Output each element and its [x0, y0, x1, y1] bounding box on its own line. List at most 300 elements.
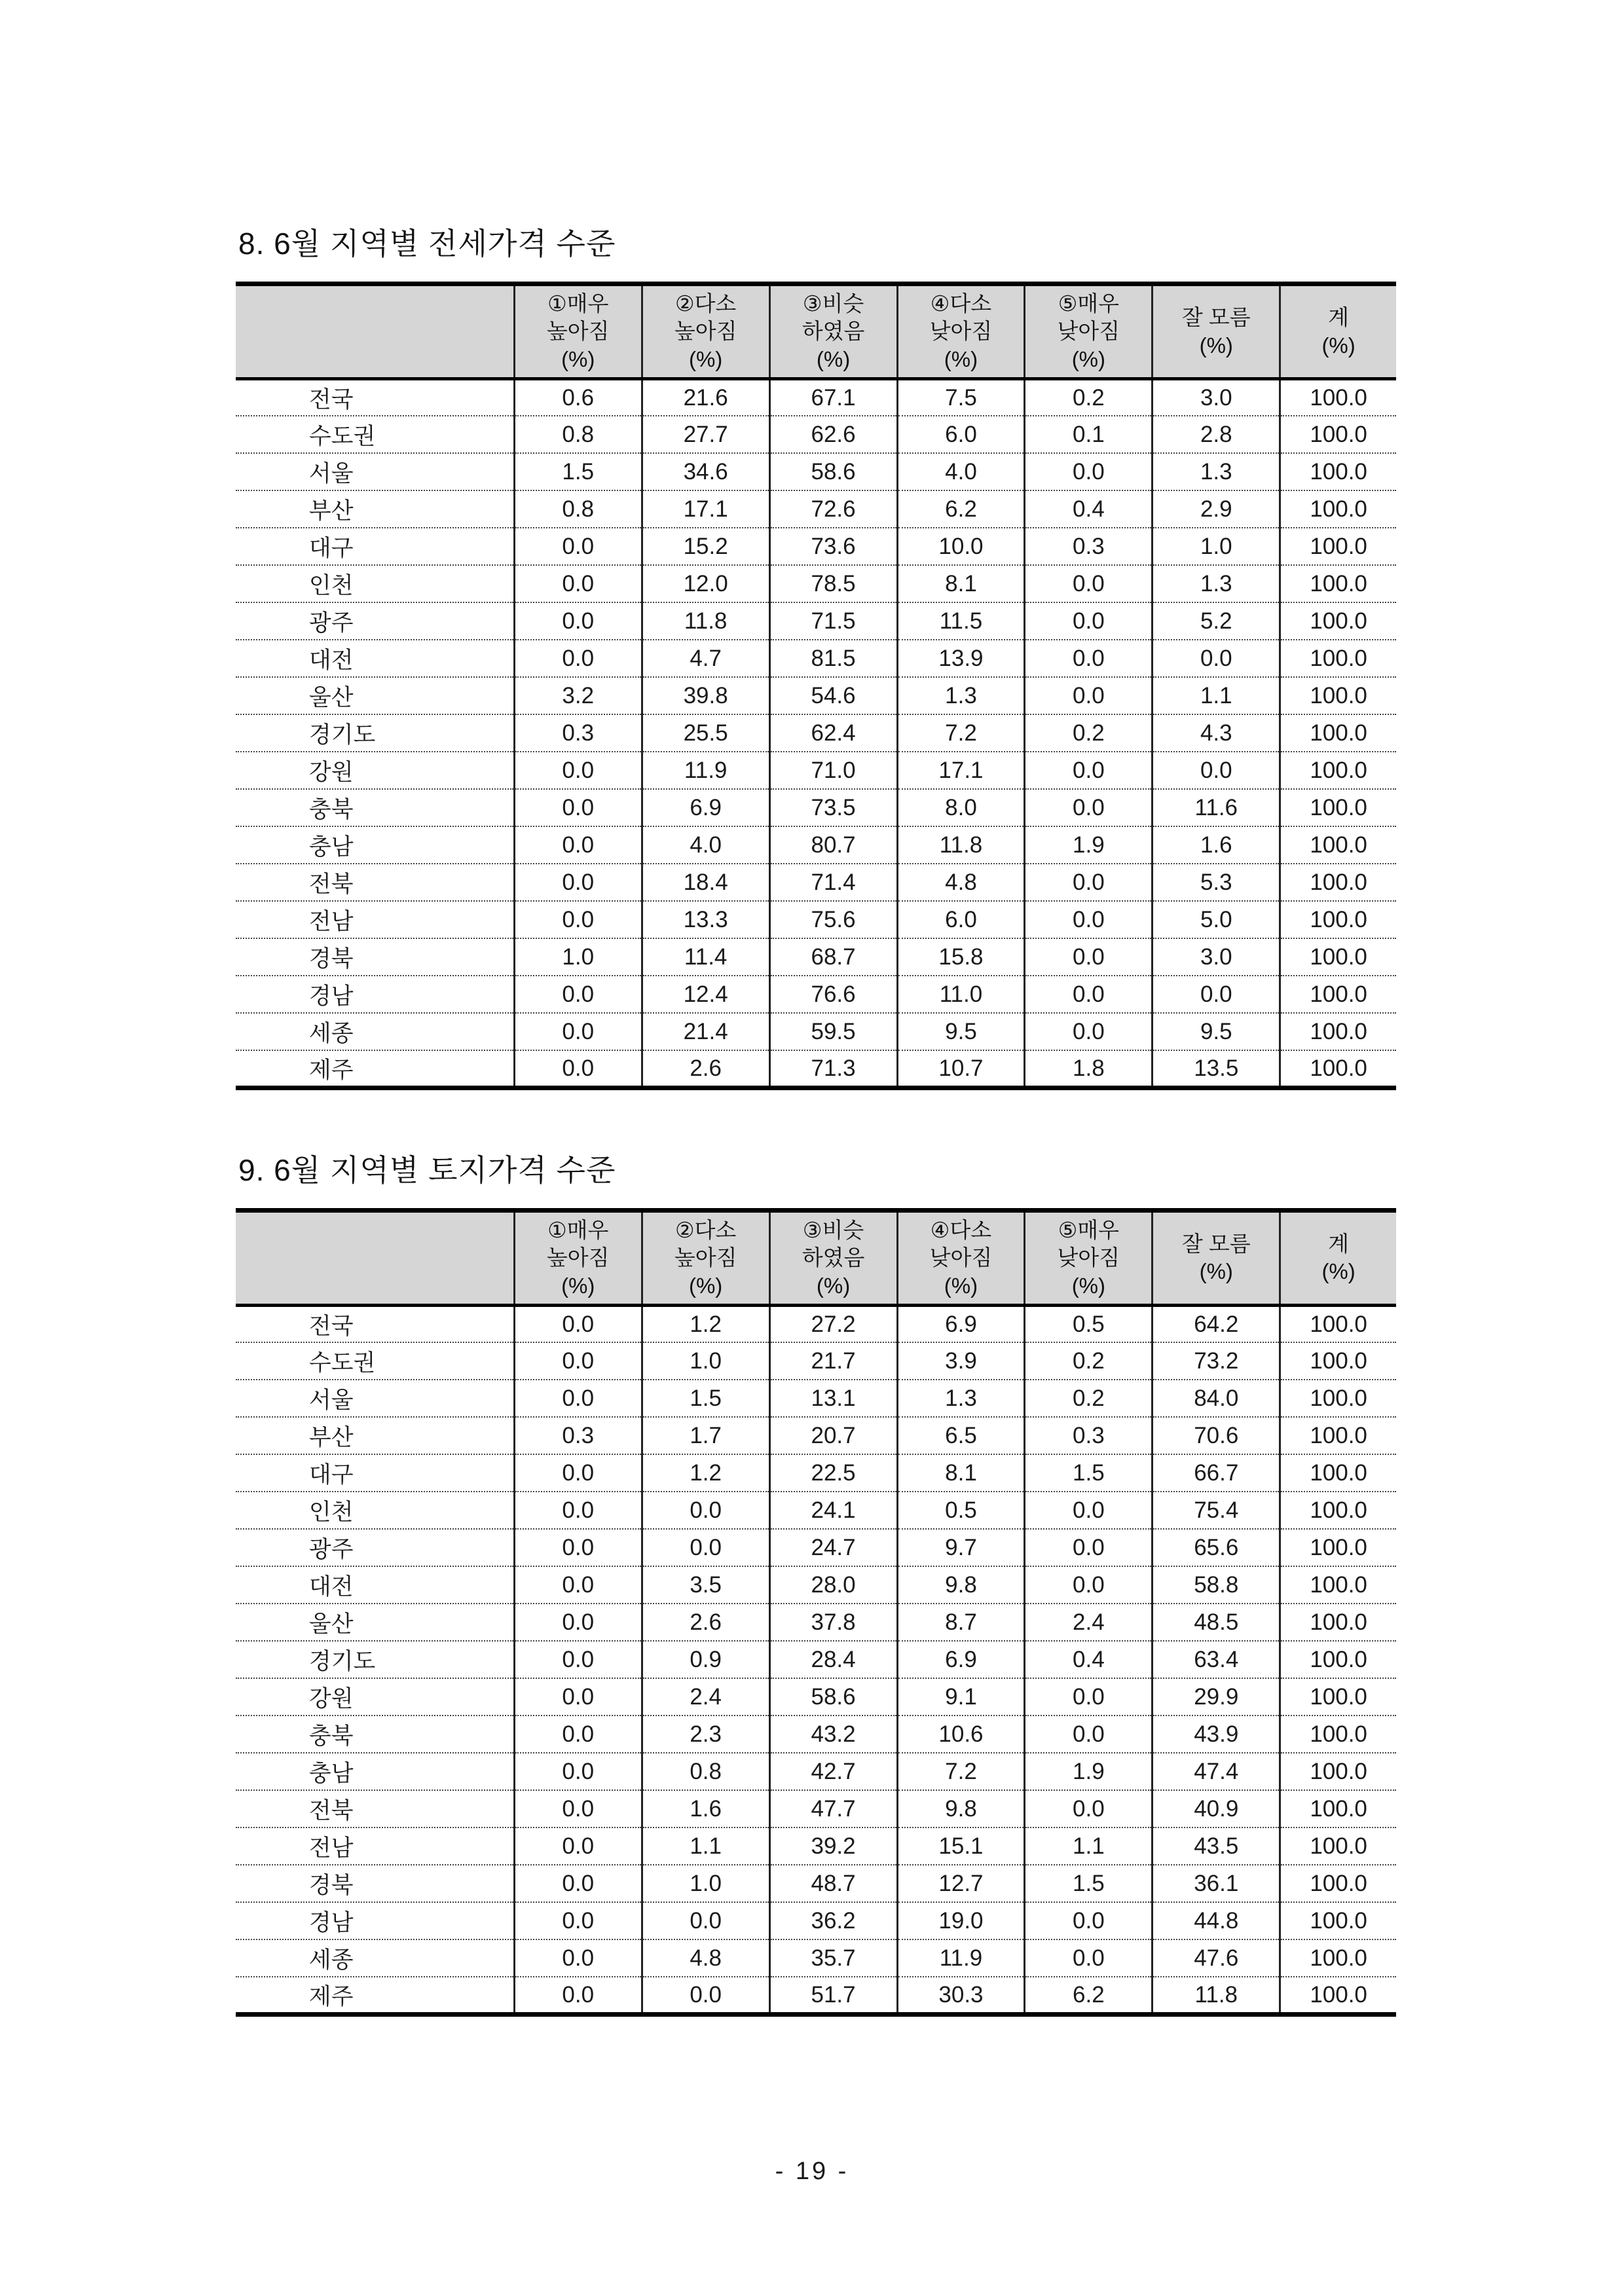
value-cell: 3.5: [642, 1566, 769, 1604]
value-cell: 4.8: [642, 1939, 769, 1977]
value-cell: 6.2: [897, 490, 1025, 528]
value-cell: 73.5: [769, 789, 897, 826]
section-jeonse-price: [236, 226, 1396, 1090]
value-cell: 43.5: [1153, 1827, 1280, 1865]
value-cell: 100.0: [1280, 1827, 1396, 1865]
value-cell: 2.3: [642, 1716, 769, 1753]
value-cell: 43.2: [769, 1716, 897, 1753]
value-cell: 100.0: [1280, 1529, 1396, 1566]
value-cell: 0.0: [514, 1865, 642, 1902]
value-cell: 71.0: [769, 752, 897, 789]
value-cell: 64.2: [1153, 1305, 1280, 1342]
value-cell: 0.0: [1025, 640, 1153, 677]
value-cell: 27.2: [769, 1305, 897, 1342]
region-column-header: [236, 1211, 514, 1306]
value-cell: 0.0: [514, 1013, 642, 1050]
region-label: 전북: [236, 1790, 514, 1827]
value-cell: 6.9: [897, 1305, 1025, 1342]
value-cell: 36.1: [1153, 1865, 1280, 1902]
value-cell: 21.6: [642, 378, 769, 416]
value-cell: 0.6: [514, 378, 642, 416]
region-label: 제주: [236, 1977, 514, 2014]
value-cell: 35.7: [769, 1939, 897, 1977]
value-cell: 0.0: [514, 1305, 642, 1342]
table-row: [236, 1716, 1396, 1753]
value-cell: 100.0: [1280, 752, 1396, 789]
value-cell: 70.6: [1153, 1417, 1280, 1454]
value-cell: 47.4: [1153, 1753, 1280, 1790]
value-cell: 9.8: [897, 1566, 1025, 1604]
region-label: 세종: [236, 1013, 514, 1050]
value-cell: 0.3: [1025, 528, 1153, 565]
value-cell: 0.0: [514, 1790, 642, 1827]
value-cell: 1.3: [1153, 565, 1280, 602]
value-cell: 0.0: [1025, 1716, 1153, 1753]
value-cell: 100.0: [1280, 602, 1396, 640]
value-cell: 20.7: [769, 1417, 897, 1454]
value-cell: 19.0: [897, 1902, 1025, 1939]
value-cell: 6.9: [642, 789, 769, 826]
region-label: 대전: [236, 640, 514, 677]
region-label: 강원: [236, 752, 514, 789]
value-cell: 62.6: [769, 416, 897, 453]
value-cell: 73.6: [769, 528, 897, 565]
value-cell: 40.9: [1153, 1790, 1280, 1827]
value-cell: 0.8: [514, 416, 642, 453]
value-cell: 66.7: [1153, 1454, 1280, 1492]
region-label: 서울: [236, 1380, 514, 1417]
value-cell: 17.1: [897, 752, 1025, 789]
value-cell: 0.0: [514, 1753, 642, 1790]
value-cell: 1.5: [514, 453, 642, 490]
value-cell: 100.0: [1280, 677, 1396, 714]
value-cell: 8.1: [897, 565, 1025, 602]
value-cell: 34.6: [642, 453, 769, 490]
region-label: 울산: [236, 677, 514, 714]
value-cell: 47.7: [769, 1790, 897, 1827]
region-label: 경기도: [236, 1641, 514, 1678]
column-header: 계 (%): [1280, 1211, 1396, 1306]
header-row: [236, 284, 1396, 379]
column-header: ②다소 높아짐 (%): [642, 1211, 769, 1306]
table-row: [236, 453, 1396, 490]
value-cell: 12.7: [897, 1865, 1025, 1902]
value-cell: 67.1: [769, 378, 897, 416]
value-cell: 48.5: [1153, 1604, 1280, 1641]
value-cell: 0.0: [514, 789, 642, 826]
region-label: 경기도: [236, 714, 514, 752]
value-cell: 1.5: [1025, 1865, 1153, 1902]
value-cell: 0.0: [514, 1827, 642, 1865]
table-row: [236, 1641, 1396, 1678]
table-row: [236, 1305, 1396, 1342]
value-cell: 1.5: [642, 1380, 769, 1417]
table-row: [236, 1454, 1396, 1492]
column-header: ③비슷 하였음 (%): [769, 284, 897, 379]
value-cell: 58.6: [769, 453, 897, 490]
value-cell: 6.5: [897, 1417, 1025, 1454]
value-cell: 0.0: [514, 1492, 642, 1529]
value-cell: 10.0: [897, 528, 1025, 565]
region-label: 부산: [236, 1417, 514, 1454]
value-cell: 9.1: [897, 1678, 1025, 1716]
table-row: [236, 1790, 1396, 1827]
value-cell: 4.0: [642, 826, 769, 864]
value-cell: 71.3: [769, 1050, 897, 1088]
value-cell: 81.5: [769, 640, 897, 677]
value-cell: 1.3: [1153, 453, 1280, 490]
value-cell: 3.9: [897, 1342, 1025, 1380]
value-cell: 65.6: [1153, 1529, 1280, 1566]
value-cell: 100.0: [1280, 1865, 1396, 1902]
value-cell: 2.6: [642, 1604, 769, 1641]
value-cell: 24.7: [769, 1529, 897, 1566]
value-cell: 0.0: [514, 1380, 642, 1417]
value-cell: 72.6: [769, 490, 897, 528]
value-cell: 0.0: [642, 1902, 769, 1939]
value-cell: 68.7: [769, 938, 897, 976]
table-row: [236, 1566, 1396, 1604]
table-row: [236, 1380, 1396, 1417]
value-cell: 0.0: [1025, 1678, 1153, 1716]
region-label: 대구: [236, 528, 514, 565]
column-header: 계 (%): [1280, 284, 1396, 379]
value-cell: 9.5: [1153, 1013, 1280, 1050]
value-cell: 0.0: [1025, 1529, 1153, 1566]
value-cell: 7.2: [897, 1753, 1025, 1790]
value-cell: 1.2: [642, 1454, 769, 1492]
value-cell: 30.3: [897, 1977, 1025, 2014]
value-cell: 42.7: [769, 1753, 897, 1790]
value-cell: 0.2: [1025, 714, 1153, 752]
value-cell: 4.0: [897, 453, 1025, 490]
value-cell: 100.0: [1280, 938, 1396, 976]
table-row: [236, 1753, 1396, 1790]
table-row: [236, 752, 1396, 789]
page-number: - 19 -: [775, 2157, 849, 2185]
value-cell: 21.4: [642, 1013, 769, 1050]
section-land-price: [236, 1152, 1396, 2017]
value-cell: 0.3: [514, 714, 642, 752]
value-cell: 100.0: [1280, 1902, 1396, 1939]
region-label: 전국: [308, 386, 354, 413]
value-cell: 1.6: [1153, 826, 1280, 864]
value-cell: 100.0: [1280, 1977, 1396, 2014]
table-row: [236, 1865, 1396, 1902]
value-cell: 27.7: [642, 416, 769, 453]
value-cell: 11.9: [642, 752, 769, 789]
region-label: 광주: [236, 1529, 514, 1566]
table-row: [236, 602, 1396, 640]
value-cell: 0.0: [1025, 565, 1153, 602]
value-cell: 100.0: [1280, 1753, 1396, 1790]
region-label: 서울: [236, 453, 514, 490]
region-label: 경북: [236, 1865, 514, 1902]
value-cell: 0.5: [1025, 1305, 1153, 1342]
section-land-title: 9. 6월 지역별 토지가격 수준: [238, 1152, 616, 1187]
value-cell: 100.0: [1280, 1678, 1396, 1716]
value-cell: 47.6: [1153, 1939, 1280, 1977]
value-cell: 100.0: [1280, 416, 1396, 453]
value-cell: 0.0: [1153, 752, 1280, 789]
value-cell: 0.0: [1025, 1566, 1153, 1604]
value-cell: 8.0: [897, 789, 1025, 826]
value-cell: 6.9: [897, 1641, 1025, 1678]
value-cell: 6.0: [897, 901, 1025, 938]
value-cell: 11.8: [897, 826, 1025, 864]
column-header: 잘 모름 (%): [1153, 284, 1280, 379]
column-header: ①매우 높아짐 (%): [514, 1211, 642, 1306]
jeonse-price-table: [236, 282, 1396, 1090]
value-cell: 100.0: [1280, 1050, 1396, 1088]
value-cell: 75.4: [1153, 1492, 1280, 1529]
region-label: 전북: [236, 864, 514, 901]
column-header: ④다소 낮아짐 (%): [897, 284, 1025, 379]
value-cell: 0.0: [1025, 901, 1153, 938]
value-cell: 100.0: [1280, 1013, 1396, 1050]
value-cell: 100.0: [1280, 1342, 1396, 1380]
value-cell: 63.4: [1153, 1641, 1280, 1678]
value-cell: 18.4: [642, 864, 769, 901]
value-cell: 0.0: [514, 1529, 642, 1566]
value-cell: 78.5: [769, 565, 897, 602]
column-header: ③비슷 하였음 (%): [769, 1211, 897, 1306]
value-cell: 2.9: [1153, 490, 1280, 528]
value-cell: 48.7: [769, 1865, 897, 1902]
region-label: 전국: [308, 1313, 354, 1339]
value-cell: 4.7: [642, 640, 769, 677]
land-price-table: [236, 1208, 1396, 2017]
value-cell: 43.9: [1153, 1716, 1280, 1753]
value-cell: 4.8: [897, 864, 1025, 901]
value-cell: 100.0: [1280, 789, 1396, 826]
value-cell: 15.2: [642, 528, 769, 565]
value-cell: 100.0: [1280, 378, 1396, 416]
region-label: 경남: [236, 976, 514, 1013]
table-row: [236, 378, 1396, 416]
value-cell: 9.7: [897, 1529, 1025, 1566]
region-label: 세종: [236, 1939, 514, 1977]
region-label: 경남: [236, 1902, 514, 1939]
table-row: [236, 1529, 1396, 1566]
table-row: [236, 1417, 1396, 1454]
value-cell: 15.1: [897, 1827, 1025, 1865]
value-cell: 1.0: [1153, 528, 1280, 565]
value-cell: 100.0: [1280, 714, 1396, 752]
region-label: 충북: [236, 1716, 514, 1753]
value-cell: 54.6: [769, 677, 897, 714]
value-cell: 100.0: [1280, 1454, 1396, 1492]
value-cell: 0.3: [1025, 1417, 1153, 1454]
value-cell: 0.2: [1025, 378, 1153, 416]
region-label: 전남: [236, 901, 514, 938]
value-cell: 29.9: [1153, 1678, 1280, 1716]
value-cell: 0.0: [514, 1604, 642, 1641]
value-cell: 5.2: [1153, 602, 1280, 640]
table-row: [236, 565, 1396, 602]
region-label: 대전: [236, 1566, 514, 1604]
value-cell: 28.0: [769, 1566, 897, 1604]
region-label: 울산: [236, 1604, 514, 1641]
value-cell: 0.0: [1025, 1939, 1153, 1977]
value-cell: 1.1: [642, 1827, 769, 1865]
value-cell: 0.0: [1025, 1013, 1153, 1050]
value-cell: 0.0: [1025, 938, 1153, 976]
value-cell: 12.0: [642, 565, 769, 602]
region-label: 전남: [236, 1827, 514, 1865]
value-cell: 100.0: [1280, 453, 1396, 490]
value-cell: 0.0: [514, 1454, 642, 1492]
value-cell: 0.1: [1025, 416, 1153, 453]
value-cell: 11.9: [897, 1939, 1025, 1977]
value-cell: 4.3: [1153, 714, 1280, 752]
value-cell: 0.0: [514, 528, 642, 565]
value-cell: 0.0: [1025, 1492, 1153, 1529]
value-cell: 100.0: [1280, 1492, 1396, 1529]
region-label: 인천: [236, 1492, 514, 1529]
value-cell: 0.0: [1025, 1790, 1153, 1827]
value-cell: 0.0: [514, 901, 642, 938]
value-cell: 100.0: [1280, 1417, 1396, 1454]
value-cell: 100.0: [1280, 976, 1396, 1013]
value-cell: 84.0: [1153, 1380, 1280, 1417]
table-row: [236, 938, 1396, 976]
table-row: [236, 714, 1396, 752]
table-row: [236, 1050, 1396, 1088]
value-cell: 58.6: [769, 1678, 897, 1716]
value-cell: 1.1: [1153, 677, 1280, 714]
value-cell: 6.2: [1025, 1977, 1153, 2014]
value-cell: 6.0: [897, 416, 1025, 453]
value-cell: 100.0: [1280, 490, 1396, 528]
value-cell: 44.8: [1153, 1902, 1280, 1939]
region-label: 충북: [236, 789, 514, 826]
header-row: [236, 1211, 1396, 1306]
value-cell: 100.0: [1280, 528, 1396, 565]
value-cell: 0.0: [1025, 976, 1153, 1013]
value-cell: 7.2: [897, 714, 1025, 752]
value-cell: 0.0: [514, 1050, 642, 1088]
value-cell: 100.0: [1280, 826, 1396, 864]
value-cell: 21.7: [769, 1342, 897, 1380]
value-cell: 0.0: [1025, 864, 1153, 901]
value-cell: 25.5: [642, 714, 769, 752]
table-row: [236, 789, 1396, 826]
column-header: ⑤매우 낮아짐 (%): [1025, 1211, 1153, 1306]
table-row: [236, 528, 1396, 565]
value-cell: 1.7: [642, 1417, 769, 1454]
value-cell: 0.0: [1025, 602, 1153, 640]
value-cell: 8.7: [897, 1604, 1025, 1641]
value-cell: 7.5: [897, 378, 1025, 416]
value-cell: 0.0: [514, 565, 642, 602]
value-cell: 13.9: [897, 640, 1025, 677]
value-cell: 62.4: [769, 714, 897, 752]
value-cell: 59.5: [769, 1013, 897, 1050]
value-cell: 0.0: [514, 1678, 642, 1716]
table-row: [236, 864, 1396, 901]
table-row: [236, 901, 1396, 938]
value-cell: 22.5: [769, 1454, 897, 1492]
value-cell: 100.0: [1280, 1604, 1396, 1641]
table-row: [236, 416, 1396, 453]
value-cell: 10.7: [897, 1050, 1025, 1088]
value-cell: 0.0: [514, 1902, 642, 1939]
value-cell: 0.0: [1025, 752, 1153, 789]
column-header: ④다소 낮아짐 (%): [897, 1211, 1025, 1306]
table-row: [236, 677, 1396, 714]
value-cell: 0.4: [1025, 1641, 1153, 1678]
region-label: 인천: [236, 565, 514, 602]
value-cell: 3.2: [514, 677, 642, 714]
value-cell: 0.0: [514, 1716, 642, 1753]
value-cell: 0.0: [1025, 677, 1153, 714]
table-row: [236, 1939, 1396, 1977]
value-cell: 71.5: [769, 602, 897, 640]
value-cell: 1.6: [642, 1790, 769, 1827]
value-cell: 11.4: [642, 938, 769, 976]
value-cell: 0.2: [1025, 1342, 1153, 1380]
value-cell: 0.9: [642, 1641, 769, 1678]
value-cell: 0.8: [642, 1753, 769, 1790]
value-cell: 36.2: [769, 1902, 897, 1939]
region-label: 수도권: [236, 416, 514, 453]
value-cell: 39.8: [642, 677, 769, 714]
region-label: 부산: [236, 490, 514, 528]
value-cell: 0.0: [642, 1977, 769, 2014]
table-row: [236, 1342, 1396, 1380]
value-cell: 3.0: [1153, 378, 1280, 416]
value-cell: 3.0: [1153, 938, 1280, 976]
value-cell: 1.9: [1025, 1753, 1153, 1790]
region-label: 충남: [236, 1753, 514, 1790]
value-cell: 100.0: [1280, 1566, 1396, 1604]
value-cell: 0.2: [1025, 1380, 1153, 1417]
value-cell: 75.6: [769, 901, 897, 938]
value-cell: 1.1: [1025, 1827, 1153, 1865]
value-cell: 11.6: [1153, 789, 1280, 826]
value-cell: 5.0: [1153, 901, 1280, 938]
value-cell: 1.3: [897, 677, 1025, 714]
value-cell: 0.0: [514, 826, 642, 864]
value-cell: 9.8: [897, 1790, 1025, 1827]
value-cell: 0.8: [514, 490, 642, 528]
value-cell: 0.4: [1025, 490, 1153, 528]
table-row: [236, 826, 1396, 864]
value-cell: 1.9: [1025, 826, 1153, 864]
value-cell: 0.0: [514, 1977, 642, 2014]
value-cell: 0.0: [514, 602, 642, 640]
value-cell: 2.8: [1153, 416, 1280, 453]
value-cell: 0.0: [514, 752, 642, 789]
column-header: 잘 모름 (%): [1153, 1211, 1280, 1306]
region-label: 광주: [236, 602, 514, 640]
value-cell: 1.3: [897, 1380, 1025, 1417]
column-header: ②다소 높아짐 (%): [642, 284, 769, 379]
value-cell: 0.0: [514, 640, 642, 677]
value-cell: 17.1: [642, 490, 769, 528]
region-label: 충남: [236, 826, 514, 864]
value-cell: 100.0: [1280, 565, 1396, 602]
table-row: [236, 1977, 1396, 2014]
table-row: [236, 1013, 1396, 1050]
value-cell: 0.3: [514, 1417, 642, 1454]
value-cell: 1.2: [642, 1305, 769, 1342]
value-cell: 73.2: [1153, 1342, 1280, 1380]
value-cell: 39.2: [769, 1827, 897, 1865]
value-cell: 10.6: [897, 1716, 1025, 1753]
value-cell: 0.0: [514, 864, 642, 901]
